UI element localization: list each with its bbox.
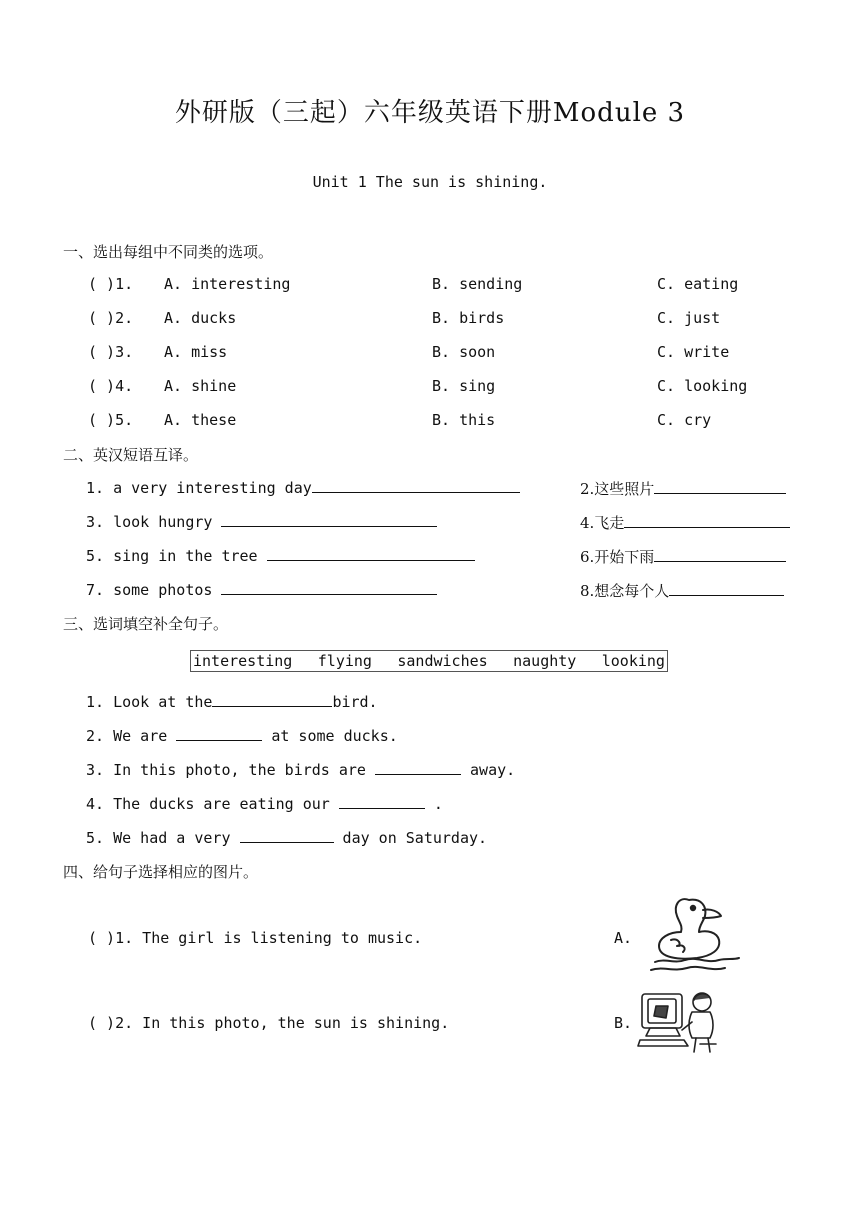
s4-item2-text: ( )2. In this photo, the sun is shining. (88, 1014, 450, 1032)
s1-q4-c: C. looking (657, 377, 748, 395)
s2-item1-text: 1. a very interesting day (86, 479, 312, 497)
s1-q5-c: C. cry (657, 411, 712, 429)
section2-heading: 二、英汉短语互译。 (63, 446, 199, 464)
s1-q4-b: B. sing (432, 377, 496, 395)
word-bank-item: naughty (513, 652, 577, 670)
s2-item3 (86, 512, 437, 531)
s1-q5-num: ( )5. (88, 411, 134, 429)
s1-q2-num: ( )2. (88, 309, 134, 327)
section3-heading: 三、选词填空补全句子。 (63, 615, 229, 633)
s2-item4 (580, 512, 790, 533)
s2-item5-text: 5. sing in the tree (86, 547, 258, 565)
s2-item8-text: 8.想念每个人 (580, 582, 670, 600)
s3-item4-pre: 4. The ducks are eating our (86, 795, 339, 813)
s2-item2-text: 2.这些照片 (580, 480, 655, 498)
s3-item1-pre: 1. Look at the (86, 693, 213, 711)
section1-heading: 一、选出每组中不同类的选项。 (63, 243, 274, 261)
s3-item5-post: day on Saturday. (333, 829, 488, 847)
s2-item3-text: 3. look hungry (86, 513, 213, 531)
s4-item1-text: ( )1. The girl is listening to music. (88, 929, 423, 947)
s1-q3-a: A. miss (164, 343, 228, 361)
word-bank-item: interesting (193, 652, 293, 670)
s2-item7-text: 7. some photos (86, 581, 213, 599)
answer-blank[interactable] (669, 581, 784, 596)
s2-item7 (86, 580, 437, 599)
s1-q5-a: A. these (164, 411, 237, 429)
s2-item5 (86, 546, 475, 565)
s3-item1 (86, 692, 378, 711)
s1-q2-a: A. ducks (164, 309, 237, 327)
s3-item5 (86, 828, 487, 847)
section4-heading: 四、给句子选择相应的图片。 (63, 863, 259, 881)
duck-picture (645, 888, 745, 974)
s3-item1-post: bird. (332, 693, 378, 711)
s1-q1-b: B. sending (432, 275, 523, 293)
s3-item3-pre: 3. In this photo, the birds are (86, 761, 375, 779)
answer-blank[interactable] (267, 546, 475, 561)
s1-q1-num: ( )1. (88, 275, 134, 293)
s3-item4 (86, 794, 443, 813)
answer-blank[interactable] (212, 692, 332, 707)
s3-item5-pre: 5. We had a very (86, 829, 240, 847)
s1-q2-b: B. birds (432, 309, 505, 327)
answer-blank[interactable] (624, 513, 790, 528)
s3-item3-post: away. (460, 761, 516, 779)
word-bank-item: flying (317, 652, 372, 670)
s3-item2-pre: 2. We are (86, 727, 177, 745)
computer-picture (636, 986, 726, 1056)
s1-q5-b: B. this (432, 411, 496, 429)
word-bank-item: looking (601, 652, 665, 670)
answer-blank[interactable] (654, 479, 786, 494)
answer-blank[interactable] (221, 512, 437, 527)
s3-item2-post: at some ducks. (262, 727, 398, 745)
s3-item3 (86, 760, 515, 779)
answer-blank[interactable] (339, 794, 425, 809)
s1-q1-c: C. eating (657, 275, 739, 293)
answer-blank[interactable] (240, 828, 334, 843)
s1-q2-c: C. just (657, 309, 721, 327)
s2-item1 (86, 478, 520, 497)
page-title: 外研版（三起）六年级英语下册Module 3 (174, 98, 686, 128)
s2-item6-text: 6.开始下雨 (580, 548, 655, 566)
s1-q4-a: A. shine (164, 377, 237, 395)
s2-item8 (580, 580, 784, 601)
s1-q4-num: ( )4. (88, 377, 134, 395)
s3-item4-post: . (424, 795, 443, 813)
answer-blank[interactable] (221, 580, 437, 595)
s1-q1-a: A. interesting (164, 275, 291, 293)
s2-item6 (580, 546, 786, 567)
s2-item2 (580, 478, 786, 499)
s4-option-a: A. (614, 929, 633, 947)
unit-subtitle: Unit 1 The sun is shining. (312, 173, 548, 191)
word-bank-box (190, 650, 668, 672)
answer-blank[interactable] (312, 478, 520, 493)
s3-item2 (86, 726, 398, 745)
s1-q3-c: C. write (657, 343, 730, 361)
s1-q3-num: ( )3. (88, 343, 134, 361)
s4-option-b: B. (614, 1014, 633, 1032)
answer-blank[interactable] (375, 760, 461, 775)
s2-item4-text: 4.飞走 (580, 514, 625, 532)
answer-blank[interactable] (176, 726, 262, 741)
answer-blank[interactable] (654, 547, 786, 562)
word-bank-item: sandwiches (397, 652, 488, 670)
s1-q3-b: B. soon (432, 343, 496, 361)
